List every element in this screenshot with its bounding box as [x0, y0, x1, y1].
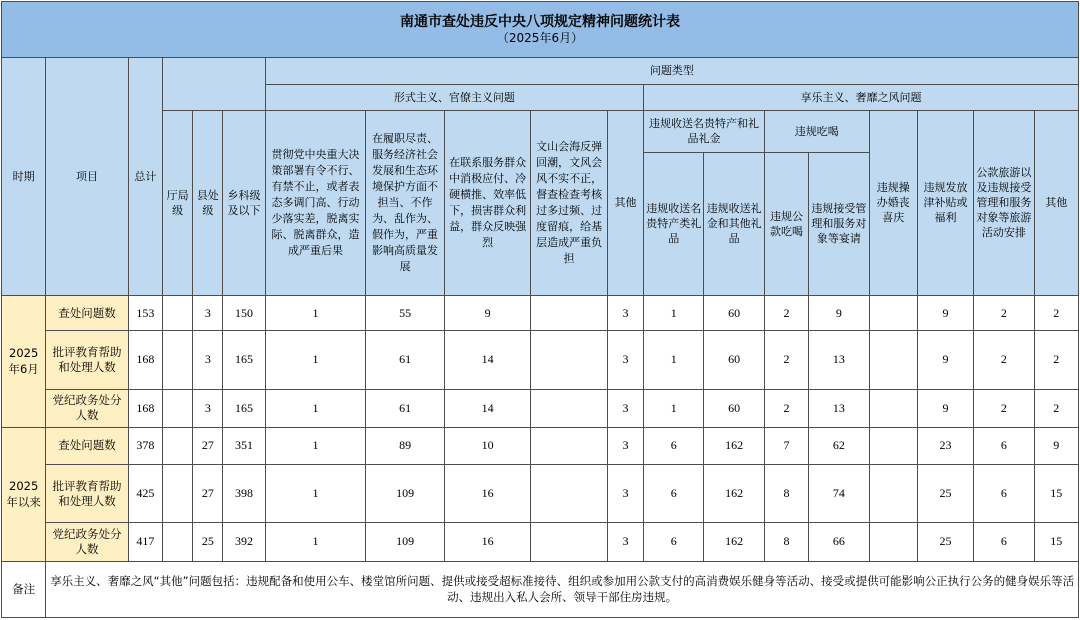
- value-cell: 15: [1034, 523, 1078, 561]
- header-dining-group: 违规吃喝: [764, 110, 869, 152]
- header-xian-level: 县处级: [193, 110, 223, 295]
- value-cell: 14: [444, 389, 531, 427]
- header-formalism-col: 在履职尽责、服务经济社会发展和生态环境保护方面不担当、不作为、乱作为、假作为，严重影响高质量发展: [366, 110, 445, 295]
- value-cell: 2: [764, 389, 808, 427]
- value-cell: 3: [193, 295, 223, 330]
- value-cell: 109: [366, 523, 445, 561]
- value-cell: 150: [223, 295, 265, 330]
- value-cell: 3: [607, 464, 643, 522]
- value-cell: [869, 331, 917, 389]
- statistics-table: [1, 1, 1079, 618]
- header-hedonism-col: 违规发放津补贴或福利: [917, 110, 973, 295]
- header-gift-col: 违规收送礼金和其他礼品: [704, 152, 764, 295]
- value-cell: 60: [704, 331, 764, 389]
- row-label: 党纪政务处分人数: [46, 389, 129, 427]
- value-cell: 9: [917, 295, 973, 330]
- value-cell: 89: [366, 427, 445, 464]
- header-period: 时期: [2, 58, 46, 296]
- value-cell: 8: [764, 464, 808, 522]
- value-cell: 392: [223, 523, 265, 561]
- value-cell: 60: [704, 295, 764, 330]
- note-text: 享乐主义、奢靡之风“其他”问题包括：违规配备和使用公车、楼堂馆所问题、提供或接受超标准接待、组织或参加用公款支付的高消费娱乐健身等活动、接受或提供可能影响公正执行公务的健身娱乐等活动、违规出入私人会所、领导干部住房违规。: [46, 561, 1079, 617]
- value-cell: 16: [444, 464, 531, 522]
- value-cell: 6: [644, 427, 704, 464]
- value-cell: 2: [974, 389, 1034, 427]
- value-cell: [869, 464, 917, 522]
- value-cell: 153: [128, 295, 162, 330]
- header-formalism-col: 贯彻党中央重大决策部署有令不行、有禁不止，或者表态多调门高、行动少落实差，脱离实际、脱离群众，造成严重后果: [265, 110, 366, 295]
- table-row: [2, 427, 1079, 464]
- value-cell: 13: [809, 331, 869, 389]
- table-row: [2, 464, 1079, 522]
- value-cell: 1: [644, 331, 704, 389]
- value-cell: 23: [917, 427, 973, 464]
- value-cell: 1: [644, 389, 704, 427]
- header-formalism-other: 其他: [607, 110, 643, 295]
- value-cell: 6: [974, 523, 1034, 561]
- header-gift-group: 违规收送名贵特产和礼品礼金: [644, 110, 765, 152]
- value-cell: 2: [764, 295, 808, 330]
- value-cell: 61: [366, 331, 445, 389]
- value-cell: [163, 295, 193, 330]
- value-cell: 60: [704, 389, 764, 427]
- header-hedonism-col: 公款旅游以及违规接受管理和服务对象等旅游活动安排: [974, 110, 1034, 295]
- row-label: 查处问题数: [46, 295, 129, 330]
- value-cell: [869, 427, 917, 464]
- value-cell: 2: [974, 295, 1034, 330]
- value-cell: 2: [1034, 295, 1078, 330]
- value-cell: 2: [764, 331, 808, 389]
- header-dining-col: 违规公款吃喝: [764, 152, 808, 295]
- value-cell: 3: [607, 389, 643, 427]
- row-label: 批评教育帮助和处理人数: [46, 464, 129, 522]
- table-row: [2, 295, 1079, 330]
- value-cell: 3: [607, 295, 643, 330]
- value-cell: 2: [1034, 389, 1078, 427]
- value-cell: 1: [265, 523, 366, 561]
- header-hedonism-other: 其他: [1034, 110, 1078, 295]
- value-cell: 8: [764, 523, 808, 561]
- value-cell: 162: [704, 427, 764, 464]
- value-cell: 2: [974, 331, 1034, 389]
- value-cell: 13: [809, 389, 869, 427]
- data-body: [2, 295, 1079, 561]
- note-label: 备注: [2, 561, 46, 617]
- value-cell: 3: [607, 331, 643, 389]
- value-cell: [869, 523, 917, 561]
- value-cell: [531, 523, 607, 561]
- value-cell: 74: [809, 464, 869, 522]
- value-cell: 3: [193, 389, 223, 427]
- value-cell: 3: [193, 331, 223, 389]
- value-cell: [531, 464, 607, 522]
- header-ting-level: 厅局级: [163, 110, 193, 295]
- value-cell: 6: [974, 427, 1034, 464]
- value-cell: 6: [974, 464, 1034, 522]
- value-cell: 55: [366, 295, 445, 330]
- value-cell: 25: [193, 523, 223, 561]
- period-cell: 2025年6月: [2, 295, 46, 427]
- value-cell: [163, 464, 193, 522]
- row-label: 党纪政务处分人数: [46, 523, 129, 561]
- value-cell: [163, 389, 193, 427]
- value-cell: 25: [917, 523, 973, 561]
- header-dining-col: 违规接受管理和服务对象等宴请: [809, 152, 869, 295]
- value-cell: 6: [644, 523, 704, 561]
- value-cell: 378: [128, 427, 162, 464]
- value-cell: 25: [917, 464, 973, 522]
- header-formalism-col: 文山会海反弹回潮，文风会风不实不正，督查检查考核过多过频、过度留痕，给基层造成严重负担: [531, 110, 607, 295]
- value-cell: [163, 523, 193, 561]
- value-cell: 165: [223, 389, 265, 427]
- value-cell: 109: [366, 464, 445, 522]
- row-label: 查处问题数: [46, 427, 129, 464]
- value-cell: 62: [809, 427, 869, 464]
- header-item: 项目: [46, 58, 129, 296]
- value-cell: 61: [366, 389, 445, 427]
- value-cell: 9: [444, 295, 531, 330]
- table-row: [2, 389, 1079, 427]
- header-total: 总计: [128, 58, 162, 296]
- value-cell: 168: [128, 389, 162, 427]
- value-cell: 15: [1034, 464, 1078, 522]
- header-problem-types: 问题类型: [265, 58, 1078, 84]
- value-cell: 9: [917, 389, 973, 427]
- value-cell: 1: [265, 389, 366, 427]
- value-cell: 27: [193, 427, 223, 464]
- value-cell: [531, 331, 607, 389]
- value-cell: [869, 295, 917, 330]
- value-cell: 1: [265, 464, 366, 522]
- value-cell: 398: [223, 464, 265, 522]
- header-level-blank: [163, 58, 266, 110]
- value-cell: 2: [1034, 331, 1078, 389]
- value-cell: 66: [809, 523, 869, 561]
- value-cell: [531, 295, 607, 330]
- header-formalism-col: 在联系服务群众中消极应付、冷硬横推、效率低下，损害群众利益，群众反映强烈: [444, 110, 531, 295]
- table-title: 南通市查处违反中央八项规定精神问题统计表: [400, 14, 680, 31]
- value-cell: 417: [128, 523, 162, 561]
- value-cell: 1: [644, 295, 704, 330]
- value-cell: 3: [607, 427, 643, 464]
- value-cell: 162: [704, 523, 764, 561]
- value-cell: [163, 331, 193, 389]
- value-cell: [869, 389, 917, 427]
- header-hedonism: 享乐主义、奢靡之风问题: [644, 84, 1079, 110]
- value-cell: 1: [265, 295, 366, 330]
- table-row: [2, 331, 1079, 389]
- header-formalism: 形式主义、官僚主义问题: [265, 84, 643, 110]
- value-cell: 27: [193, 464, 223, 522]
- value-cell: 1: [265, 331, 366, 389]
- value-cell: 3: [607, 523, 643, 561]
- value-cell: 165: [223, 331, 265, 389]
- value-cell: 7: [764, 427, 808, 464]
- value-cell: [163, 427, 193, 464]
- value-cell: 1: [265, 427, 366, 464]
- period-cell: 2025年以来: [2, 427, 46, 561]
- table-subtitle: （2025年6月）: [496, 31, 584, 46]
- row-label: 批评教育帮助和处理人数: [46, 331, 129, 389]
- header-hedonism-col: 违规操办婚丧喜庆: [869, 110, 917, 295]
- value-cell: [531, 427, 607, 464]
- header-gift-col: 违规收送名贵特产类礼品: [644, 152, 704, 295]
- value-cell: 9: [917, 331, 973, 389]
- header-xiang-level: 乡科级及以下: [223, 110, 265, 295]
- value-cell: [531, 389, 607, 427]
- value-cell: 9: [1034, 427, 1078, 464]
- value-cell: 16: [444, 523, 531, 561]
- value-cell: 162: [704, 464, 764, 522]
- value-cell: 9: [809, 295, 869, 330]
- table-row: [2, 523, 1079, 561]
- value-cell: 14: [444, 331, 531, 389]
- value-cell: 6: [644, 464, 704, 522]
- value-cell: 168: [128, 331, 162, 389]
- table-title-cell: [2, 2, 1079, 58]
- value-cell: 10: [444, 427, 531, 464]
- value-cell: 425: [128, 464, 162, 522]
- value-cell: 351: [223, 427, 265, 464]
